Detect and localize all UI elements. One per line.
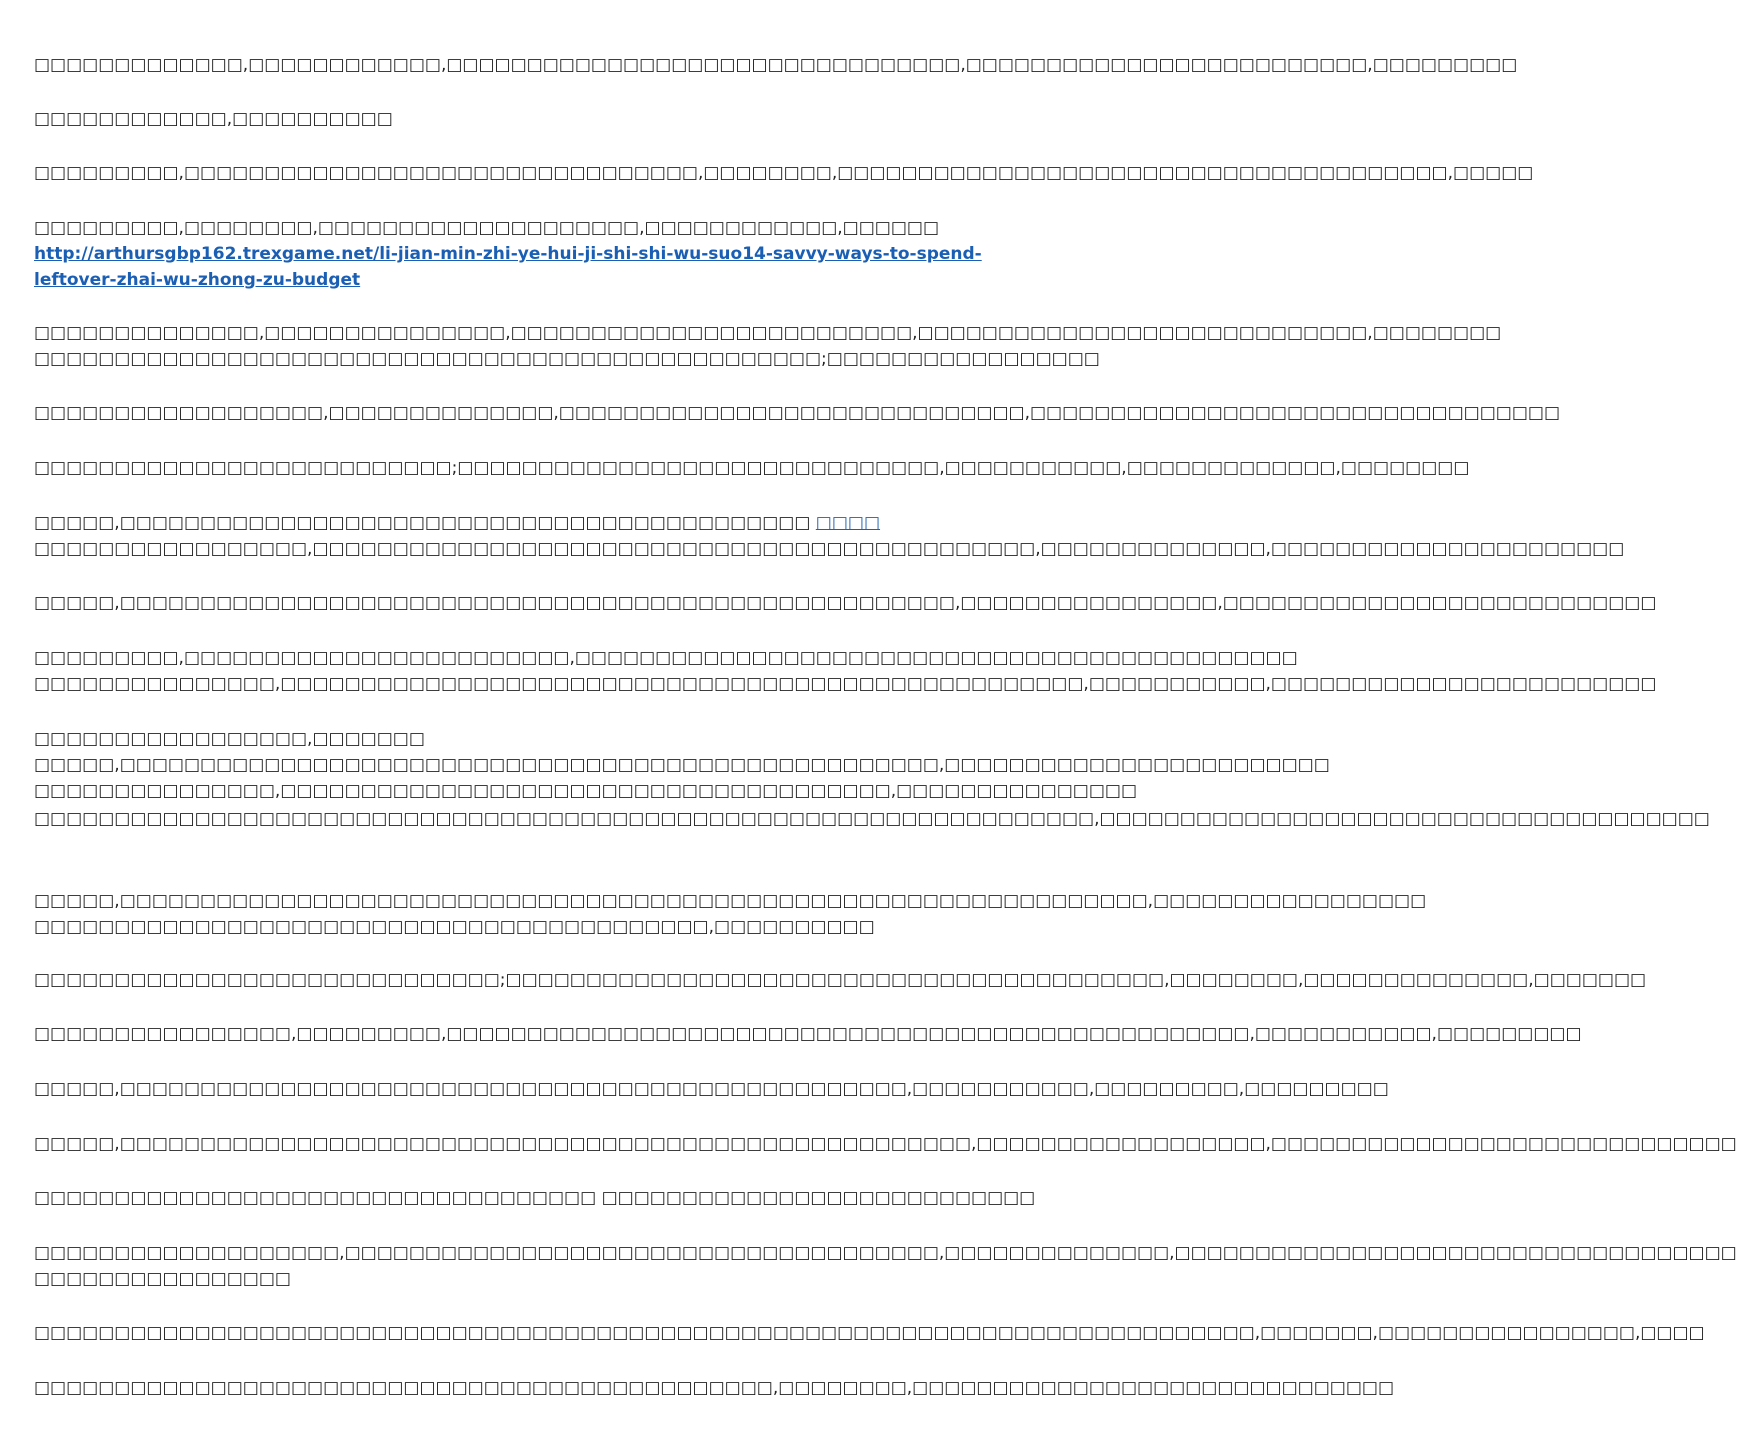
paragraph-19 xyxy=(34,1240,1737,1292)
text-line: □□□□□□□□□□□□□□□,□□□□□□□□□□□□□□□□□□□□□□□□□□□□□□□□□□□□□□□□□□□□□□□□□□,□□□□□□□□□□□,□□□□□□□□□□□□□□□□□□□□□□□□ xyxy=(34,674,1657,694)
text-line: □□□□□□□□□□□□□□□□□,□□□□□□□ xyxy=(34,729,425,749)
paragraph-6 xyxy=(34,400,1561,426)
text-line: □□□□□□□□□□□□□□□□,□□□□□□□□□,□□□□□□□□□□□□□□□□□□□□□□□□□□□□□□□□□□□□□□□□□□□□□□□□□□,□□□□□□□□□□□,□□□□□□□□□ xyxy=(34,1024,1582,1044)
text-line: □□□□□□□□□,□□□□□□□□,□□□□□□□□□□□□□□□□□□□□,□□□□□□□□□□□□,□□□□□□ xyxy=(34,218,940,238)
paragraph-12 xyxy=(34,806,1710,832)
paragraph-3 xyxy=(34,160,1534,186)
paragraph-16 xyxy=(34,1076,1389,1102)
text-line: □□□□□□□□□□□□□□□□□□□□□□□□□□□□□□□□□□□□□□□□□□□□□□,□□□□□□□□,□□□□□□□□□□□□□□□□□□□□□□□□□□□□□□ xyxy=(34,1378,1395,1398)
link-line xyxy=(34,267,990,293)
text-line: □□□□□□□□□□□□,□□□□□□□□□□ xyxy=(34,109,393,129)
text-line: □□□□□,□□□□□□□□□□□□□□□□□□□□□□□□□□□□□□□□□□□□□□□□□□□□□□□□□□□,□□□□□□□□□□□□□□□□□□□□□□□□ xyxy=(34,755,1330,775)
paragraph-17 xyxy=(34,1131,1737,1157)
paragraph-2 xyxy=(34,106,990,132)
paragraph-13 xyxy=(34,888,1427,940)
paragraph-9 xyxy=(34,590,1657,616)
paragraph-5 xyxy=(34,320,1502,372)
text-line: □□□□□□□□□□□□□□□,□□□□□□□□□□□□□□□□□□□□□□□□□□□□□□□□□□□□□□,□□□□□□□□□□□□□□□ xyxy=(34,781,1138,801)
paragraph-18 xyxy=(34,1185,1036,1211)
text-line: □□□□□□□□□□□□□□□□□□,□□□□□□□□□□□□□□,□□□□□□□□□□□□□□□□□□□□□□□□□□□□□,□□□□□□□□□□□□□□□□□□□□□□□□□□□□□□□□□ xyxy=(34,403,1561,423)
text-line: □□□□□□□□□□□□□□□□□□□,□□□□□□□□□□□□□□□□□□□□□□□□□□□□□□□□□□□□□,□□□□□□□□□□□□□□,□□□□□□□□□□□□□□□□□□□□□□□□□□□□□□□□□□□ xyxy=(34,1243,1737,1263)
text-line: □□□□□□□□□□□□□□□□□□□□□□□□□□□□□□□□□□□□□□□□□□□□□□□□□□□□□□□□□□□□□□□□□□,□□□□□□□□□□□□□□□□□□□□□□□□□□□□□□□□□□□□□□ xyxy=(34,809,1710,829)
article-link[interactable]: http://arthursgbp162.trexgame.net/li-jian-min-zhi-ye-hui-ji-shi-shi-wu-suo14-savvy-ways-to-spend- xyxy=(34,244,982,264)
paragraph-4 xyxy=(34,215,990,293)
text-line: □□□□□,□□□□□□□□□□□□□□□□□□□□□□□□□□□□□□□□□□□□□□□□□□□□□□□□□□□□,□□□□□□□□□□□□□□□□,□□□□□□□□□□□□□□□□□□□□□□□□□□□ xyxy=(34,593,1657,613)
inline-link[interactable]: □□□□ xyxy=(815,513,881,533)
text-line: □□□□□□□□□□□□□□□□□□□□□□□□□□□□□□□□□□□ □□□□□□□□□□□□□□□□□□□□□□□□□□□ xyxy=(34,1188,1036,1208)
text-line: □□□□□,□□□□□□□□□□□□□□□□□□□□□□□□□□□□□□□□□□□□□□□□□□□□□□□□□,□□□□□□□□□□□,□□□□□□□□□,□□□□□□□□□ xyxy=(34,1079,1389,1099)
text-line: □□□□□□□□□,□□□□□□□□□□□□□□□□□□□□□□□□□□□□□□□□,□□□□□□□□,□□□□□□□□□□□□□□□□□□□□□□□□□□□□□□□□□□□□□□,□□□□□ xyxy=(34,163,1534,183)
paragraph-15 xyxy=(34,1021,1582,1047)
paragraph-10 xyxy=(34,645,1657,697)
link-line xyxy=(34,241,990,267)
text-line xyxy=(34,510,990,536)
text-line: □□□□□,□□□□□□□□□□□□□□□□□□□□□□□□□□□□□□□□□□□□□□□□□□□□□□□□□□□□□,□□□□□□□□□□□□□□□□□□,□□□□□□□□□□□□□□□□□□□□□□□□□□□□□ xyxy=(34,1134,1737,1154)
paragraph-11 xyxy=(34,726,1330,804)
text-line: □□□□□□□□□□□□□,□□□□□□□□□□□□,□□□□□□□□□□□□□□□□□□□□□□□□□□□□□□□□,□□□□□□□□□□□□□□□□□□□□□□□□□,□□□□□□□□□ xyxy=(34,55,1518,75)
text-line: □□□□□□□□□□□□□□□□ xyxy=(34,1269,291,1289)
paragraph-20 xyxy=(34,1320,1705,1346)
text-span: □□□□□,□□□□□□□□□□□□□□□□□□□□□□□□□□□□□□□□□□□□□□□□□□□ xyxy=(34,513,811,533)
paragraph-1 xyxy=(34,52,1518,78)
text-line: □□□□□□□□□□□□□□□□□□□□□□□□□□□□□□□□□□□□□□□□□□,□□□□□□□□□□ xyxy=(34,917,875,937)
text-line: □□□□□□□□□,□□□□□□□□□□□□□□□□□□□□□□□□,□□□□□□□□□□□□□□□□□□□□□□□□□□□□□□□□□□□□□□□□□□□□□ xyxy=(34,648,1298,668)
text-line: □□□□□,□□□□□□□□□□□□□□□□□□□□□□□□□□□□□□□□□□□□□□□□□□□□□□□□□□□□□□□□□□□□□□□□,□□□□□□□□□□□□□□□□□ xyxy=(34,891,1427,911)
paragraph-8 xyxy=(34,510,1625,562)
article-link-continued[interactable]: leftover-zhai-wu-zhong-zu-budget xyxy=(34,270,361,290)
text-line: □□□□□□□□□□□□□□□□□□□□□□□□□□□□□□□□□□□□□□□□□□□□□□□□□;□□□□□□□□□□□□□□□□□ xyxy=(34,349,1100,369)
text-line: □□□□□□□□□□□□□□□□□,□□□□□□□□□□□□□□□□□□□□□□□□□□□□□□□□□□□□□□□□□□□□□,□□□□□□□□□□□□□□,□□□□□□□□□□□□□□□□□□□□□□ xyxy=(34,539,1625,559)
paragraph-21 xyxy=(34,1375,1395,1401)
text-line: □□□□□□□□□□□□□□□□□□□□□□□□□□□□□;□□□□□□□□□□□□□□□□□□□□□□□□□□□□□□□□□□□□□□□□□,□□□□□□□□,□□□□□□□□□□□□□□,□□□□□□□ xyxy=(34,970,1647,990)
paragraph-14 xyxy=(34,967,1647,993)
paragraph-7 xyxy=(34,455,1470,481)
text-line: □□□□□□□□□□□□□□□□□□□□□□□□□□;□□□□□□□□□□□□□□□□□□□□□□□□□□□□□□,□□□□□□□□□□□,□□□□□□□□□□□□□,□□□□□□□□ xyxy=(34,458,1470,478)
text-line: □□□□□□□□□□□□□□□□□□□□□□□□□□□□□□□□□□□□□□□□□□□□□□□□□□□□□□□□□□□□□□□□□□□□□□□□□□□□,□□□□□□□,□□□□□□□□□□□□□□□□,□□□□ xyxy=(34,1323,1705,1343)
text-line: □□□□□□□□□□□□□□,□□□□□□□□□□□□□□□,□□□□□□□□□□□□□□□□□□□□□□□□□,□□□□□□□□□□□□□□□□□□□□□□□□□□□□,□□□□□□□□ xyxy=(34,323,1502,343)
